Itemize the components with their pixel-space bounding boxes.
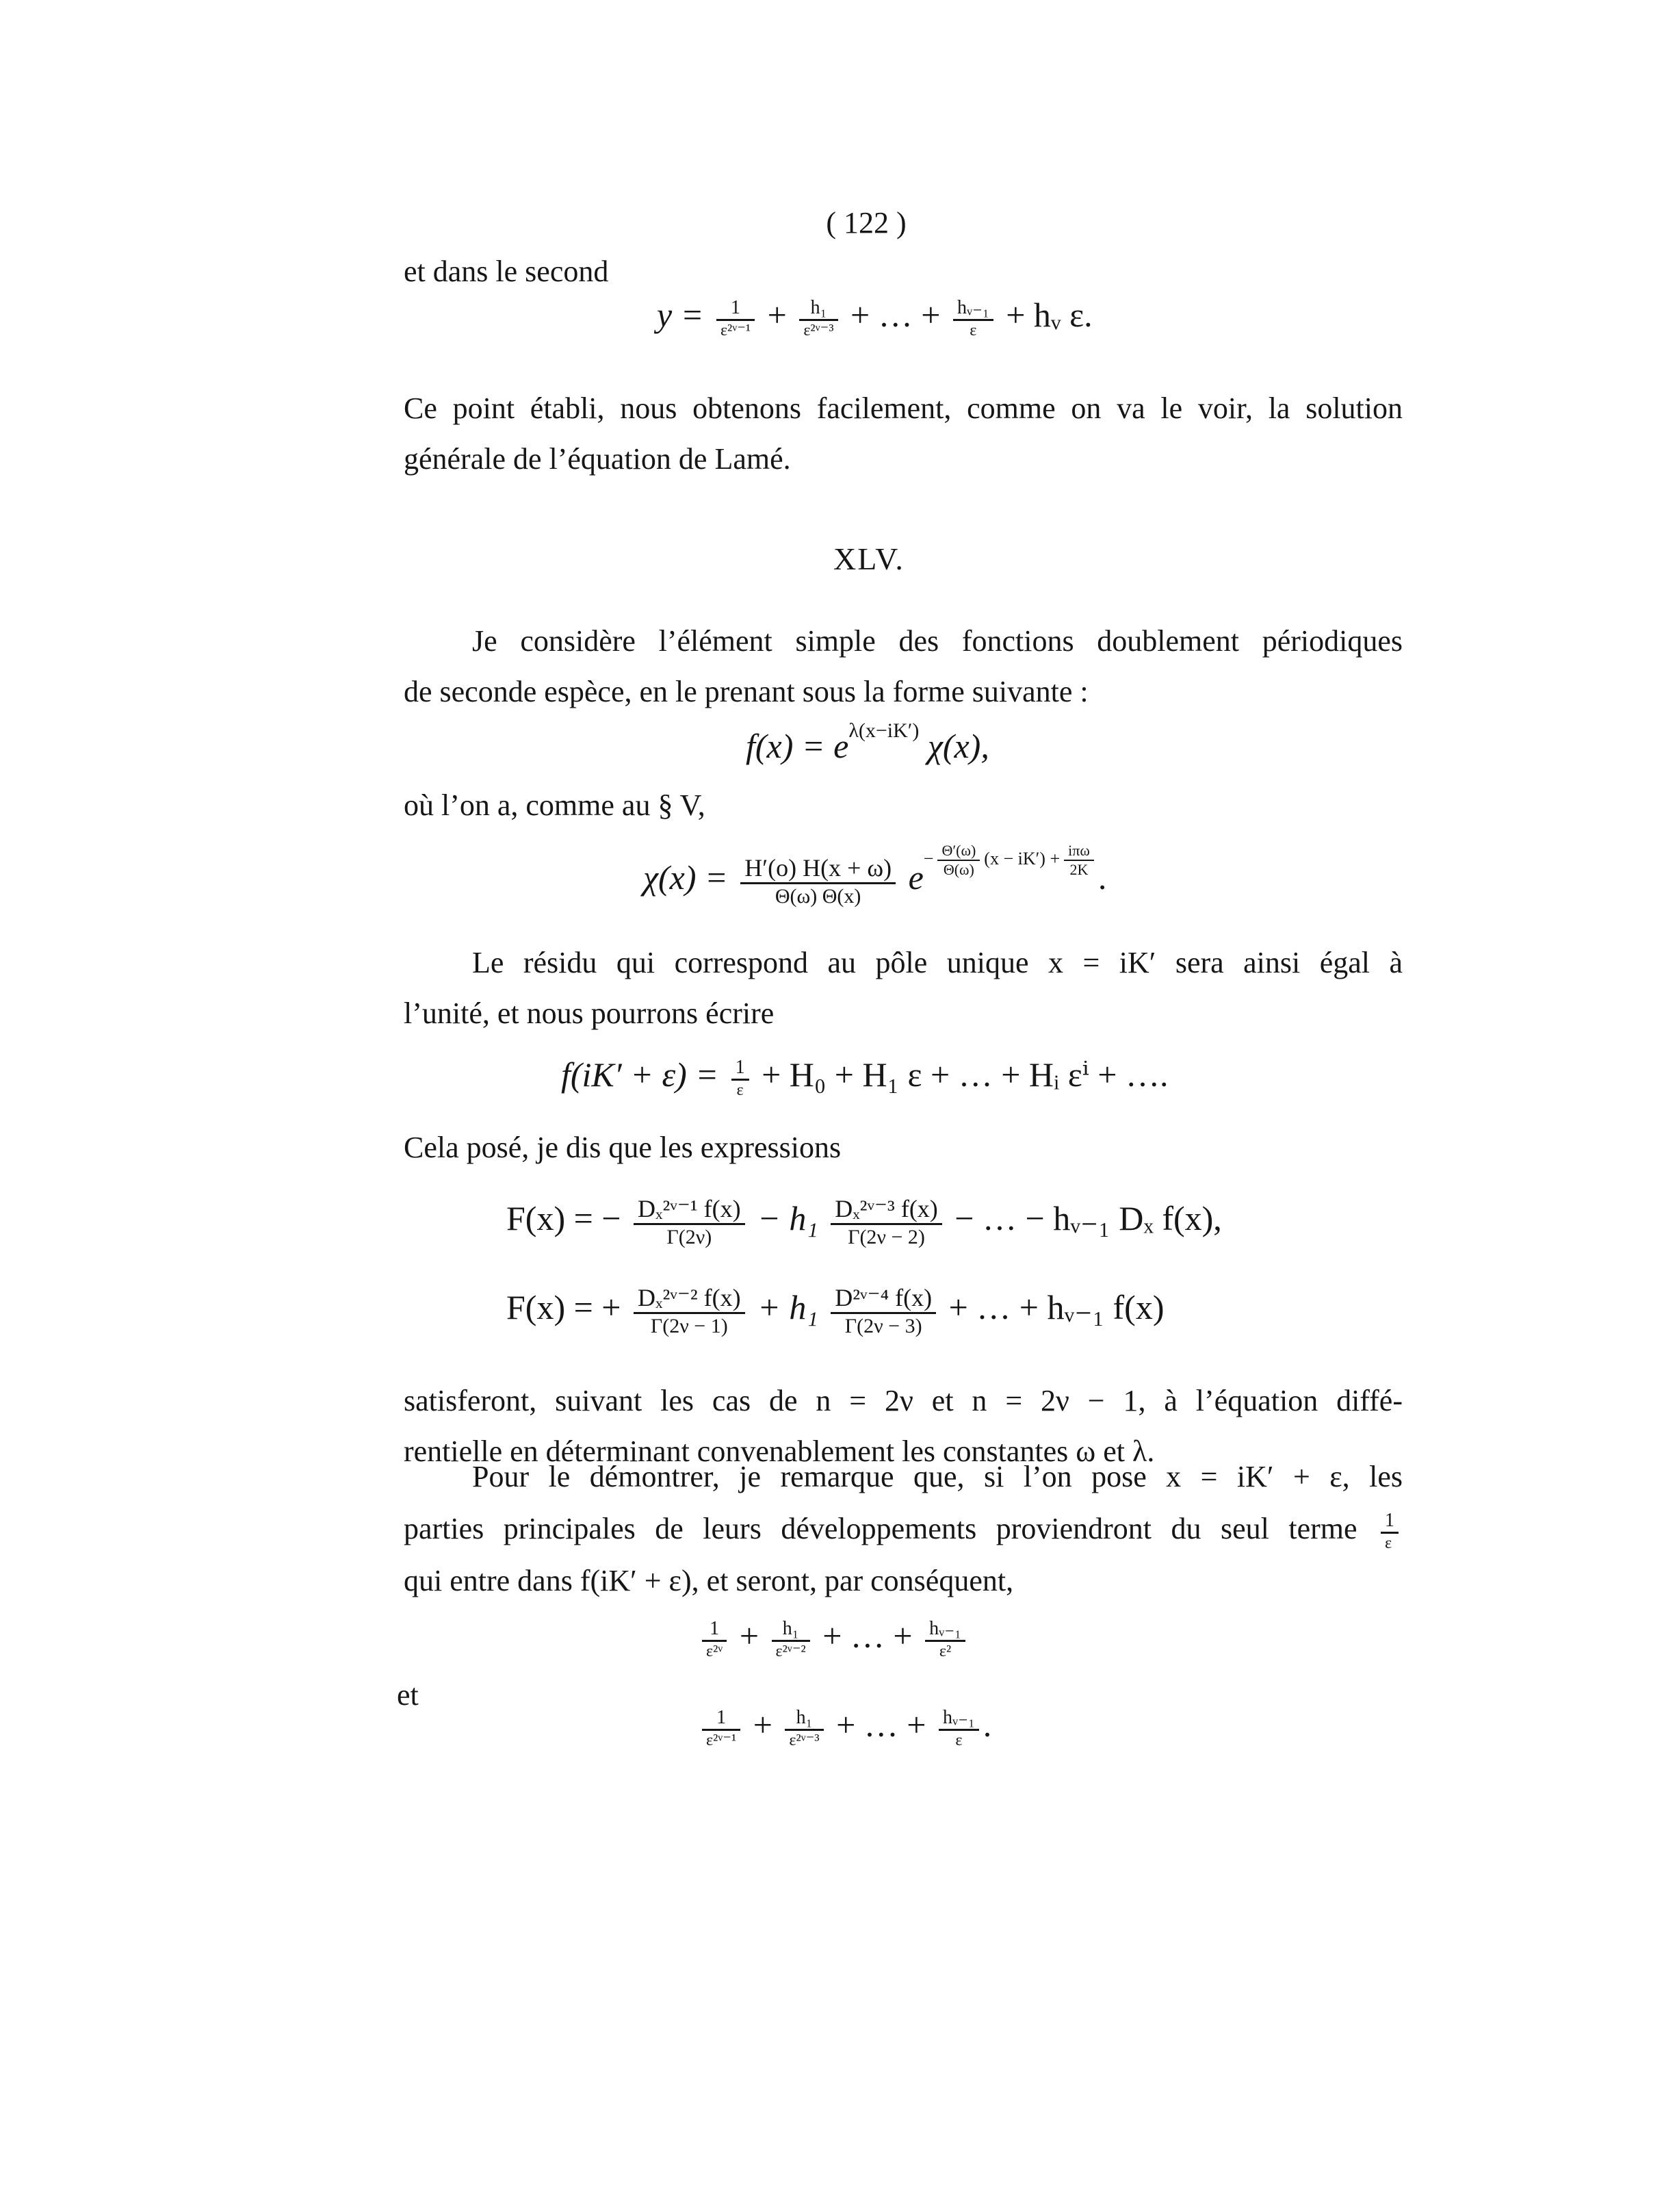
paragraph-2-line-2: de seconde espèce, en le prenant sous la forme suivante : <box>404 675 1089 708</box>
eq3-exp-den2: 2K <box>1069 861 1089 879</box>
eq3-exp-mid: (x − iK′) + <box>984 849 1061 869</box>
equation-chi <box>643 838 1106 909</box>
eq6-lhs: F(x) = + <box>506 1287 621 1326</box>
eq3-exp-num2: iπω <box>1064 842 1094 861</box>
page-number: ( 122 ) <box>826 206 907 240</box>
eq3-exp-sign: − <box>923 849 934 869</box>
eq5-frac2-den: Γ(2ν − 2) <box>848 1226 925 1248</box>
eq6-frac1-num: Dₓ²ᵛ⁻² f(x) <box>634 1283 745 1314</box>
paragraph-1-line-1: Ce point établi, nous obtenons facilement, comme on va le voir, la solution <box>404 391 1403 425</box>
paragraph-7-line-2-text: parties principales de leurs développements proviendront du seul terme <box>404 1512 1357 1545</box>
eq3-exp-frac2 <box>1064 842 1094 879</box>
paragraph-4 <box>404 938 1403 1039</box>
eq3-exp-frac1 <box>937 842 980 879</box>
eq7-term1-den: ε²ᵛ <box>706 1643 723 1661</box>
eq8-term2 <box>785 1707 823 1750</box>
eq1-term2-num: h₁ <box>799 297 837 321</box>
eq8-term1-den: ε²ᵛ⁻¹ <box>706 1732 737 1750</box>
eq8-plus: + <box>753 1706 772 1744</box>
paragraph-5: Cela posé, je dis que les expressions <box>404 1131 842 1164</box>
equation-F-even <box>506 1194 1222 1250</box>
eq7-term2-den: ε²ᵛ⁻² <box>775 1643 806 1661</box>
paragraph-7 <box>404 1451 1403 1607</box>
eq5-frac1-num: Dₓ²ᵛ⁻¹ f(x) <box>634 1194 745 1225</box>
paragraph-7-line-1: Pour le démontrer, je remarque que, si l’on pose x = iK′ + ε, les <box>472 1460 1403 1493</box>
eq3-exponent <box>924 838 1098 879</box>
eq4-lhs: f(iK′ + ε) = <box>561 1055 719 1094</box>
paragraph-4-line-1: Le résidu qui correspond au pôle unique x = iK′ sera ainsi égal à <box>472 946 1403 979</box>
eq5-tail: − … − hᵥ₋₁ Dₓ f(x), <box>954 1198 1222 1237</box>
equation-y <box>657 294 1093 340</box>
eq8-term2-den: ε²ᵛ⁻³ <box>789 1732 820 1750</box>
eq6-mid: + h₁ <box>757 1287 818 1326</box>
eq8-dots: + … + <box>836 1706 926 1744</box>
paragraph-1-line-2: générale de l’équation de Lamé. <box>404 442 791 476</box>
conjunction: et <box>397 1678 419 1712</box>
eq6-frac2 <box>831 1283 936 1339</box>
section-title: XLV. <box>833 541 905 576</box>
eq2-exponent: λ(x−iK′) <box>848 719 920 742</box>
eq1-term2 <box>799 297 837 340</box>
paragraph-7-line-3: qui entre dans f(iK′ + ε), et seront, par conséquent, <box>404 1564 1014 1597</box>
eq1-term3 <box>953 297 993 340</box>
eq3-num: H′(o) H(x + ω) <box>740 853 896 884</box>
eq8-term3-num: hᵥ₋₁ <box>939 1707 979 1731</box>
eq4-rhs: + H₀ + H₁ ε + … + Hᵢ εⁱ + …. <box>762 1055 1169 1094</box>
equation-principal-even <box>698 1615 970 1661</box>
eq1-term1-den: ε²ᵛ⁻¹ <box>720 322 751 340</box>
eq3-dot: . <box>1097 858 1107 897</box>
eq4-num: 1 <box>731 1057 749 1081</box>
paragraph-7-frac-den: ε <box>1385 1534 1392 1553</box>
eq7-term3-num: hᵥ₋₁ <box>925 1618 965 1642</box>
intro-text: et dans le second <box>404 255 609 288</box>
eq6-frac1 <box>634 1283 745 1339</box>
eq5-frac1-den: Γ(2ν) <box>666 1226 712 1248</box>
eq5-mid: − h₁ <box>757 1198 818 1237</box>
paragraph-1 <box>404 383 1403 485</box>
paragraph-6-line-1: satisferont, suivant les cas de n = 2ν et n = 2ν − 1, à l’équation diffé- <box>404 1384 1403 1417</box>
eq8-term2-num: h₁ <box>785 1707 823 1731</box>
eq7-term2-num: h₁ <box>772 1618 810 1642</box>
eq7-term3-den: ε² <box>939 1643 952 1661</box>
paragraph-6-line-2: rentielle en déterminant convenablement les constantes ω et λ. <box>404 1435 1155 1468</box>
eq5-frac1 <box>634 1194 745 1250</box>
eq8-term1-num: 1 <box>702 1707 740 1731</box>
equation-residue <box>561 1054 1168 1100</box>
eq6-frac2-num: D²ᵛ⁻⁴ f(x) <box>831 1283 936 1314</box>
paragraph-7-line-2 <box>404 1503 1403 1555</box>
eq4-den: ε <box>736 1081 744 1100</box>
equation-F-odd <box>506 1283 1164 1339</box>
eq3-e: e <box>908 858 924 897</box>
eq2-lhs: f(x) = e <box>746 727 849 765</box>
paragraph-2 <box>404 616 1403 717</box>
eq1-plus: + <box>767 296 787 334</box>
paragraph-7-fraction <box>1381 1510 1399 1553</box>
eq4-fraction <box>731 1057 749 1100</box>
eq8-term3-den: ε <box>955 1732 963 1750</box>
eq1-lhs: y = <box>657 296 704 334</box>
paragraph-3: où l’on a, comme au § V, <box>404 788 705 822</box>
eq6-frac1-den: Γ(2ν − 1) <box>650 1315 728 1337</box>
equation-f <box>746 719 989 767</box>
eq7-dots: + … + <box>822 1617 913 1655</box>
eq2-rhs: χ(x), <box>927 727 989 765</box>
eq8-dot: . <box>983 1706 992 1744</box>
eq5-lhs: F(x) = − <box>506 1198 621 1237</box>
eq3-den: Θ(ω) Θ(x) <box>775 885 861 908</box>
eq6-tail: + … + hᵥ₋₁ f(x) <box>948 1287 1165 1326</box>
eq7-plus: + <box>739 1617 759 1655</box>
paragraph-2-line-1: Je considère l’élément simple des fonctions doublement périodiques <box>472 624 1403 658</box>
eq1-term2-den: ε²ᵛ⁻³ <box>803 322 834 340</box>
eq7-term2 <box>772 1618 810 1661</box>
eq3-exp-den1: Θ(ω) <box>943 861 974 879</box>
eq6-frac2-den: Γ(2ν − 3) <box>844 1315 922 1337</box>
eq3-lhs: χ(x) = <box>643 858 728 897</box>
eq1-term3-den: ε <box>970 322 977 340</box>
eq1-tail: + hᵥ ε. <box>1006 296 1093 334</box>
eq8-term3 <box>939 1707 979 1750</box>
eq3-exp-num1: Θ′(ω) <box>937 842 980 861</box>
eq5-frac2-num: Dₓ²ᵛ⁻³ f(x) <box>831 1194 942 1225</box>
eq7-term1 <box>702 1618 727 1661</box>
eq5-frac2 <box>831 1194 942 1250</box>
eq1-term3-num: hᵥ₋₁ <box>953 297 993 321</box>
eq3-fraction <box>740 853 896 909</box>
paragraph-7-frac-num: 1 <box>1381 1510 1399 1534</box>
paragraph-4-line-2: l’unité, et nous pourrons écrire <box>404 996 775 1030</box>
eq8-term1 <box>702 1707 740 1750</box>
eq1-term1 <box>716 297 755 340</box>
eq1-dots: + … + <box>850 296 941 334</box>
eq7-term3 <box>925 1618 965 1661</box>
equation-principal-odd <box>698 1704 991 1750</box>
eq7-term1-num: 1 <box>702 1618 727 1642</box>
eq1-term1-num: 1 <box>716 297 755 321</box>
